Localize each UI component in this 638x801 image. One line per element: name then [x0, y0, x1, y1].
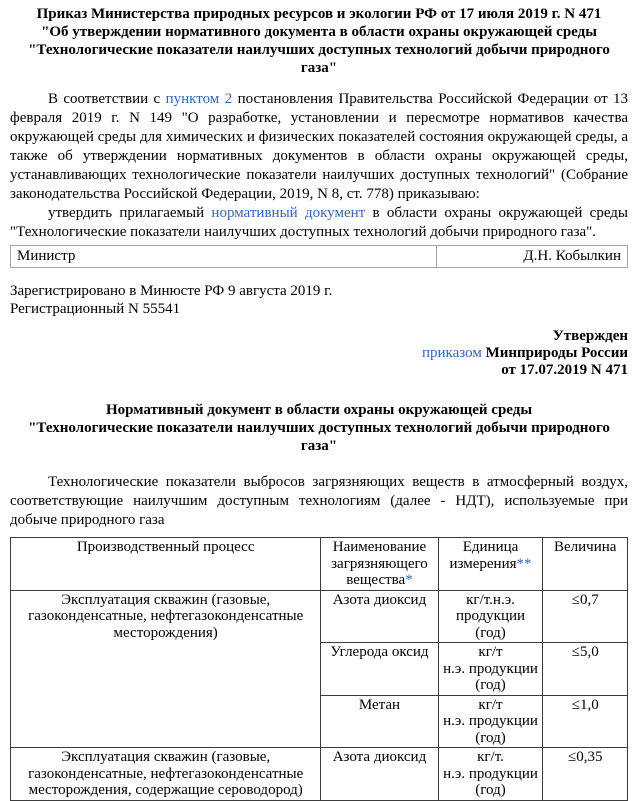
unit-cell — [438, 643, 543, 696]
approval-line-2 — [10, 345, 628, 362]
unit-line: кг/т.н.э. — [466, 591, 515, 608]
column-header-label: Величина — [554, 539, 617, 555]
signature-post-label: Министр — [11, 246, 437, 268]
table-header-row — [11, 538, 628, 591]
column-header-substance — [321, 538, 438, 591]
annex-title-line: "Технологические показатели наилучших доступных технологий добычи природного газа" — [28, 420, 610, 454]
unit-cell — [438, 590, 543, 643]
order-paragraph — [10, 204, 628, 242]
order-text-pre: утвердить прилагаемый — [48, 205, 212, 221]
registration-line: Регистрационный N 55541 — [10, 301, 181, 317]
unit-cell — [438, 695, 543, 748]
approval-line-1: Утвержден — [552, 328, 628, 344]
value-cell: ≤0,35 — [543, 748, 628, 801]
value-cell: ≤5,0 — [543, 643, 628, 696]
signature-name: Д.Н. Кобылкин — [437, 246, 628, 268]
value-cell: ≤1,0 — [543, 695, 628, 748]
unit-line: н.э. продукции — [443, 660, 538, 677]
column-header-label: Единица измерения — [449, 539, 519, 572]
footnote-marker-link[interactable]: ** — [516, 555, 532, 572]
column-header-label: Производственный процесс — [76, 539, 255, 555]
unit-line: продукции — [455, 608, 526, 624]
column-header-process — [11, 538, 321, 591]
column-header-unit — [438, 538, 543, 591]
approval-line-3: от 17.07.2019 N 471 — [501, 362, 628, 378]
substance-cell: Углерода оксид — [321, 643, 438, 696]
process-cell: Эксплуатация скважин (газовые, газоконденсатные, нефтегазоконденсатные месторождения) — [11, 590, 321, 748]
order-title — [10, 5, 628, 77]
order-title-line: "Об утверждении нормативного документа в области охраны окружающей среды — [41, 24, 597, 40]
order-title-line: "Технологические показатели наилучших доступных технологий добычи природного газа" — [28, 42, 610, 76]
approval-line-2-rest: Минприроды России — [481, 345, 628, 361]
substance-cell: Азота диоксид — [321, 590, 438, 643]
emissions-table — [10, 537, 628, 801]
unit-line: (год) — [475, 729, 506, 746]
value-cell: ≤0,7 — [543, 590, 628, 643]
substance-cell: Азота диоксид — [321, 748, 438, 801]
unit-line: (год) — [475, 624, 506, 641]
table-row — [11, 590, 628, 643]
approval-block — [10, 328, 628, 379]
column-header-value — [543, 538, 628, 591]
table-row — [11, 748, 628, 801]
link-punkt-2[interactable]: пунктом 2 — [165, 91, 233, 107]
substance-cell: Метан — [321, 695, 438, 748]
link-prikazom[interactable]: приказом — [422, 345, 482, 361]
preamble-text-pre: В соответствии с — [48, 91, 166, 107]
unit-line: кг/т — [478, 644, 503, 660]
unit-line: кг/т. — [477, 749, 504, 765]
order-text-post: в области охраны окружающей среды "Технологические показатели наилучших доступных технологий добычи природного газа". — [10, 205, 628, 240]
signature-row — [11, 246, 628, 268]
registration-line: Зарегистрировано в Минюсте РФ 9 августа 2019 г. — [10, 283, 333, 299]
process-cell: Эксплуатация скважин (газовые, газоконденсатные, нефтегазоконденсатные месторождения, содержащие сероводород) — [11, 748, 321, 801]
column-header-label: Наименование загрязняющего вещества — [331, 539, 428, 588]
signature-table — [10, 245, 628, 268]
annex-intro-paragraph: Технологические показатели выбросов загрязняющих веществ в атмосферный воздух, соответствующие наилучшим доступным технологиям (далее - НДТ), используемые при добыче природного газа — [10, 474, 628, 528]
footnote-marker-link[interactable]: * — [405, 572, 413, 588]
unit-cell — [438, 748, 543, 801]
registration-block — [10, 282, 628, 318]
unit-line: кг/т — [478, 696, 503, 713]
unit-line: н.э. продукции — [443, 713, 538, 729]
preamble-text-post: постановления Правительства Российской Федерации от 13 февраля 2019 г. N 149 "О разработке, установлении и пересмотре нормативов качества окружающей среды для химических и физических показателей состояния окружающей среды, а также об утверждении нормативных документов в области охраны окружающей среды, устанавливающих технологические показатели наилучших доступных технологий" (Собрание законодательства Российской Федерации, 2019, N 8, ст. 778) приказываю: — [10, 91, 629, 202]
order-title-line: Приказ Министерства природных ресурсов и экологии РФ от 17 июля 2019 г. N 471 — [36, 6, 602, 22]
unit-line: н.э. продукции — [443, 765, 538, 782]
annex-title — [10, 401, 628, 455]
unit-line: (год) — [475, 677, 506, 693]
unit-line: (год) — [475, 782, 506, 798]
link-normative-document[interactable]: нормативный документ — [211, 205, 366, 221]
preamble-paragraph — [10, 90, 628, 204]
annex-title-line: Нормативный документ в области охраны окружающей среды — [105, 402, 533, 418]
